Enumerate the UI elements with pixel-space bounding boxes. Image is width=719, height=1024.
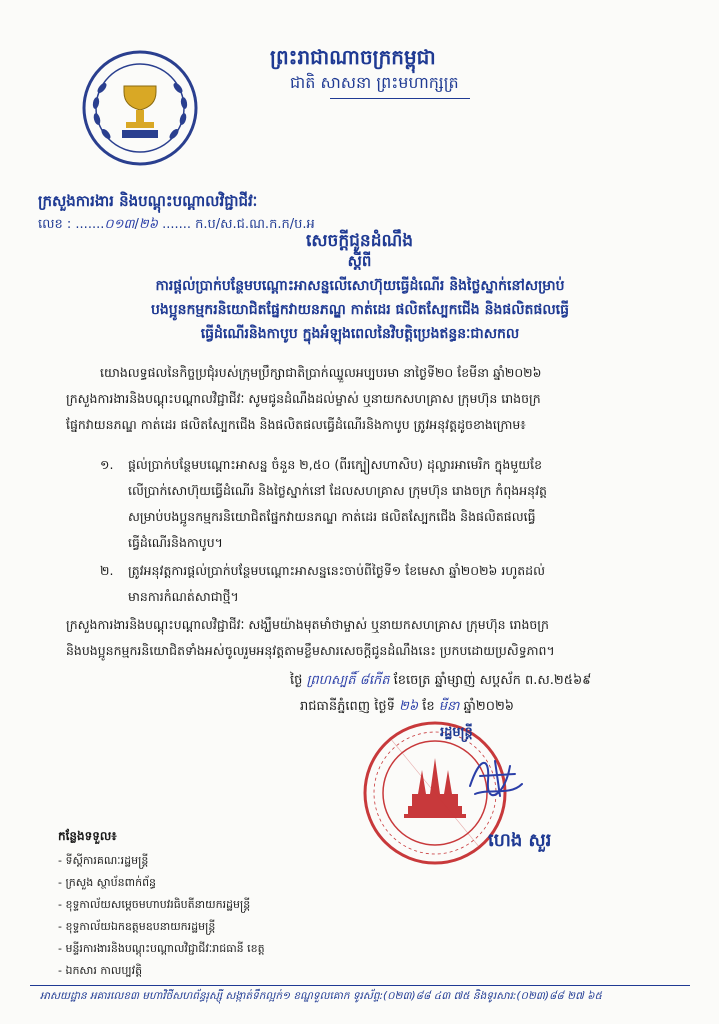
lunar-date: ថ្ងៃ ព្រហស្បតិ៍ ៨កើត ខែចេត្រ ឆ្នាំម្សាញ់ សប្តស័ក ព.ស.២៥៦៩ — [290, 673, 592, 688]
kingdom-heading: ព្រះរាជាណាចក្រកម្ពុជា — [270, 45, 436, 69]
item-number: ១. — [100, 457, 114, 472]
recipient-item: - ទីស្តីការគណៈរដ្ឋមន្ត្រី — [58, 854, 149, 867]
intro-paragraph — [100, 360, 680, 386]
recipient-item: - ឯកសារ កាលប្បវត្តិ — [58, 964, 143, 977]
recipient-item: - មន្ទីរការងារនិងបណ្តុះបណ្តាលវិជ្ជាជីវៈរាជធានី ខេត្ត — [58, 942, 265, 955]
subject-line: បងប្អូនកម្មករនិយោជិតផ្នែកវាយនភណ្ឌ កាត់ដេរ ផលិតស្បែកជើង និងផលិតផលធ្វើ — [150, 302, 569, 318]
handwritten-signature — [460, 746, 530, 806]
closing-paragraph — [66, 612, 680, 664]
recipients-heading: កន្លែងទទួល៖ — [58, 829, 117, 843]
paragraph-line: ផ្នែកវាយនភណ្ឌ កាត់ដេរ ផលិតស្បែកជើង និងផលិតផលធ្វើដំណើរនិងកាបូប ត្រូវអនុវត្តដូចខាងក្រោម៖ — [66, 417, 526, 432]
intro-paragraph-cont — [66, 386, 680, 438]
reference-number: ០១៣ — [104, 217, 135, 232]
reference-label: លេខ — [38, 217, 63, 232]
recipient-item: - ខុទ្ទកាល័យឯកឧត្តមឧបនាយករដ្ឋមន្ត្រី — [58, 920, 216, 933]
recipient-item: - ខុទ្ទកាល័យសម្តេចមហាបវរធិបតីនាយករដ្ឋមន្ត្រី — [58, 898, 251, 911]
solar-month-handwritten: មីនា — [438, 699, 460, 714]
ministry-name: ក្រសួងការងារ និងបណ្តុះបណ្តាលវិជ្ជាជីវៈ — [38, 192, 258, 210]
subject-line: ធ្វើដំណើរនិងកាបូប ក្នុងអំឡុងពេលនៃវិបត្តិប្រេងឥន្ធនៈជាសកល — [200, 326, 520, 342]
subject-line: ការផ្តល់ប្រាក់បន្ថែមបណ្តោះអាសន្នលើសោហ៊ុយធ្វើដំណើរ និងថ្លៃស្នាក់នៅសម្រាប់ — [155, 278, 565, 294]
national-motto: ជាតិ សាសនា ព្រះមហាក្សត្រ — [290, 73, 459, 92]
reference-number-line: លេខ : .......០១៣/២៦ ....... ក.ប/ស.ជ.ណ.ក.ក/ប.អ — [38, 217, 315, 232]
footer-address: អាសយដ្ឋាន អគារលេខ៣ មហាវិថីសហព័ន្ធរុស្ស៊ី សង្កាត់ទឹកល្អក់១ ខណ្ឌទួលគោក ទូរស័ព្ទ:(០២៣)៨៨ ៤៣ ៧៥ និងទូរសារ:(០២៣)៨៨ ២៧ ៦៥ — [40, 990, 602, 1002]
recipient-item: - ក្រសួង ស្ថាប័នពាក់ព័ន្ធ — [58, 876, 157, 889]
paragraph-line: ផ្តល់ប្រាក់បន្ថែមបណ្តោះអាសន្ន ចំនួន ២,៥០ (ពីរក្បៀសហាសិប) ដុល្លារអាមេរិក ក្នុងមួយខែ — [128, 457, 543, 472]
paragraph-line: និងបងប្អូនកម្មករនិយោជិតទាំងអស់ចូលរួមអនុវត្តតាមខ្លឹមសារសេចក្តីជូនដំណឹងនេះ ប្រកបដោយប្រសិទ្ធភាព។ — [66, 643, 555, 658]
item-2-text — [128, 558, 680, 610]
paragraph-line: លើប្រាក់សោហ៊ុយធ្វើដំណើរ និងថ្លៃស្នាក់នៅ ដែលសហគ្រាស ក្រុមហ៊ុន រោងចក្រ កំពុងអនុវត្ត — [128, 483, 547, 498]
ministry-emblem-logo — [80, 48, 200, 168]
paragraph-line: ក្រសួងការងារនិងបណ្តុះបណ្តាលវិជ្ជាជីវៈ សង្ឃឹមយ៉ាងមុតមាំថាម្ចាស់ ឬនាយកសហគ្រាស ក្រុមហ៊ុន រោងចក្រ — [66, 617, 549, 632]
paragraph-line: ធ្វើដំណើរនិងកាបូប។ — [128, 535, 223, 550]
document-subtitle: ស្តីពី — [347, 252, 372, 270]
motto-divider — [330, 98, 470, 99]
reference-year: ២៦ — [138, 217, 158, 232]
paragraph-line: ក្រសួងការងារនិងបណ្តុះបណ្តាលវិជ្ជាជីវៈ សូមជូនដំណឹងដល់ម្ចាស់ ឬនាយកសហគ្រាស ក្រុមហ៊ុន រោងចក្រ — [66, 391, 541, 406]
recipients-list — [58, 850, 265, 982]
solar-day-handwritten: ២៦ — [399, 699, 419, 714]
solar-date: រាជធានីភ្នំពេញ ថ្ងៃទី ២៦ ខែ មីនា ឆ្នាំ២០២៦ — [300, 699, 515, 714]
paragraph-line: មានការកំណត់សាជាថ្មី។ — [128, 589, 239, 604]
lunar-date-handwritten: ព្រហស្បតិ៍ ៨កើត — [306, 673, 390, 688]
signatory-name: ហេង សួរ — [488, 830, 552, 851]
item-number: ២. — [100, 563, 114, 578]
document-title: សេចក្តីជូនដំណឹង — [305, 231, 414, 251]
signatory-title: រដ្ឋមន្ត្រី — [440, 725, 473, 740]
paragraph-line: ត្រូវអនុវត្តការផ្តល់ប្រាក់បន្ថែមបណ្តោះអាសន្ននេះចាប់ពីថ្ងៃទី១ ខែមេសា ឆ្នាំ២០២៦ រហូតដល់ — [128, 563, 546, 578]
reference-code: ក.ប/ស.ជ.ណ.ក.ក/ប.អ — [195, 217, 315, 232]
paragraph-line: យោងលទ្ធផលនៃកិច្ចប្រជុំរបស់ក្រុមប្រឹក្សាជាតិប្រាក់ឈ្នួលអប្បបរមា នាថ្ងៃទី២០ ខែមីនា ឆ្នាំ២០២៦ — [100, 365, 542, 380]
item-1-text — [128, 452, 680, 556]
footer-divider — [30, 985, 690, 986]
paragraph-line: សម្រាប់បងប្អូនកម្មករនិយោជិតផ្នែកវាយនភណ្ឌ កាត់ដេរ ផលិតស្បែកជើង និងផលិតផលធ្វើ — [128, 509, 536, 524]
